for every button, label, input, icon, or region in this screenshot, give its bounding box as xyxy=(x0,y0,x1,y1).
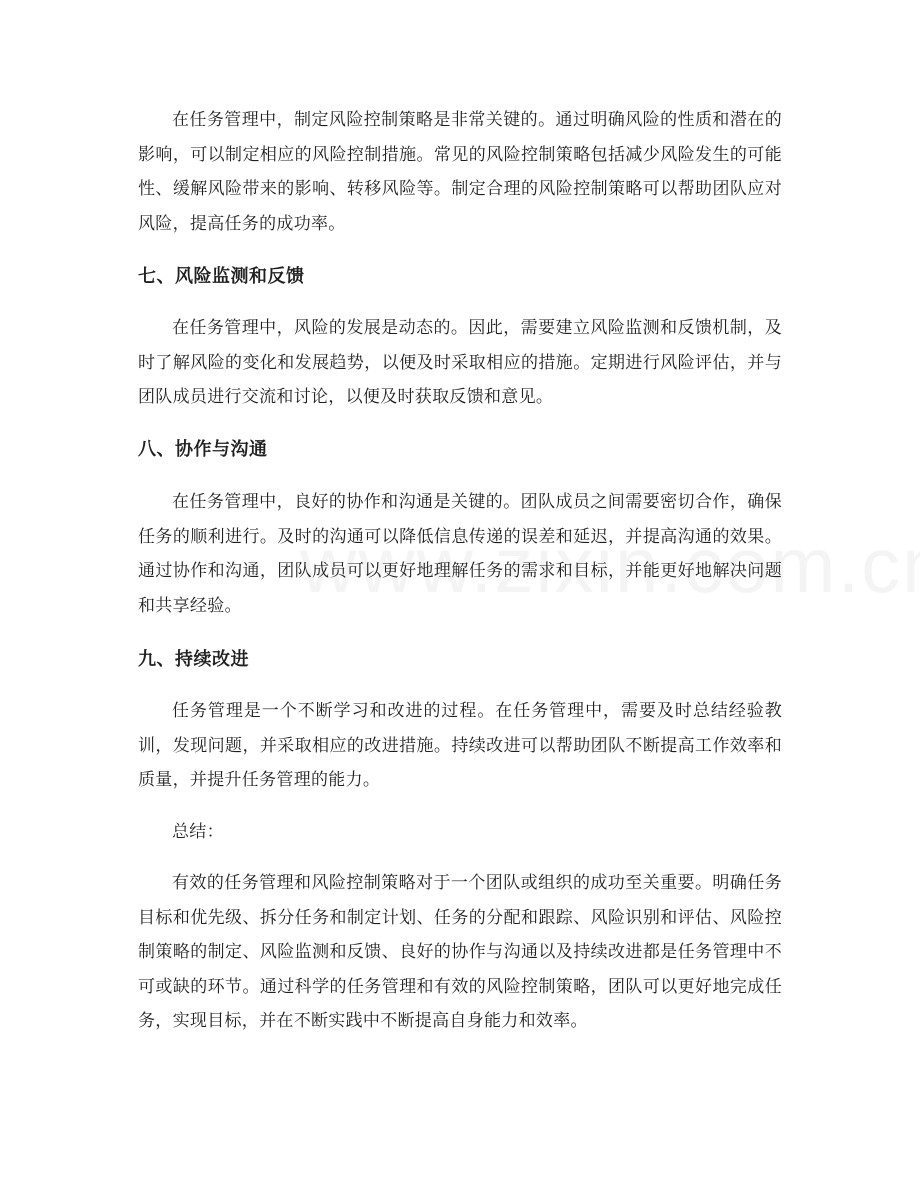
summary-label: 总结： xyxy=(172,822,224,842)
heading-continuous-improvement: 九、持续改进 xyxy=(138,649,249,670)
paragraph-risk-control-strategy: 在任务管理中，制定风险控制策略是非常关键的。通过明确风险的性质和潜在的影响，可以制定相应的风险控制措施。常见的风险控制策略包括减少风险发生的可能性、缓解风险带来的影响、转移风险等。制定合理的风险控制策略可以帮助团队应对风险，提高任务的成功率。 xyxy=(138,110,782,234)
paragraph-continuous-improvement: 任务管理是一个不断学习和改进的过程。在任务管理中，需要及时总结经验教训，发现问题，并采取相应的改进措施。持续改进可以帮助团队不断提高工作效率和质量，并提升任务管理的能力。 xyxy=(138,701,782,790)
paragraph-summary: 有效的任务管理和风险控制策略对于一个团队或组织的成功至关重要。明确任务目标和优先级、拆分任务和制定计划、任务的分配和跟踪、风险识别和评估、风险控制策略的制定、风险监测和反馈、良好的协作与沟通以及持续改进都是任务管理中不可或缺的环节。通过科学的任务管理和有效的风险控制策略，团队可以更好地完成任务，实现目标，并在不断实践中不断提高自身能力和效率。 xyxy=(138,873,782,1031)
heading-risk-monitoring: 七、风险监测和反馈 xyxy=(138,266,305,287)
paragraph-risk-monitoring: 在任务管理中，风险的发展是动态的。因此，需要建立风险监测和反馈机制，及时了解风险的变化和发展趋势，以便及时采取相应的措施。定期进行风险评估，并与团队成员进行交流和讨论，以便及时获取反馈和意见。 xyxy=(138,318,782,407)
heading-collaboration: 八、协作与沟通 xyxy=(138,439,268,460)
paragraph-collaboration: 在任务管理中，良好的协作和沟通是关键的。团队成员之间需要密切合作，确保任务的顺利进行。及时的沟通可以降低信息传递的误差和延迟，并提高沟通的效果。通过协作和沟通，团队成员可以更好地理解任务的需求和目标，并能更好地解决问题和共享经验。 xyxy=(138,492,782,616)
